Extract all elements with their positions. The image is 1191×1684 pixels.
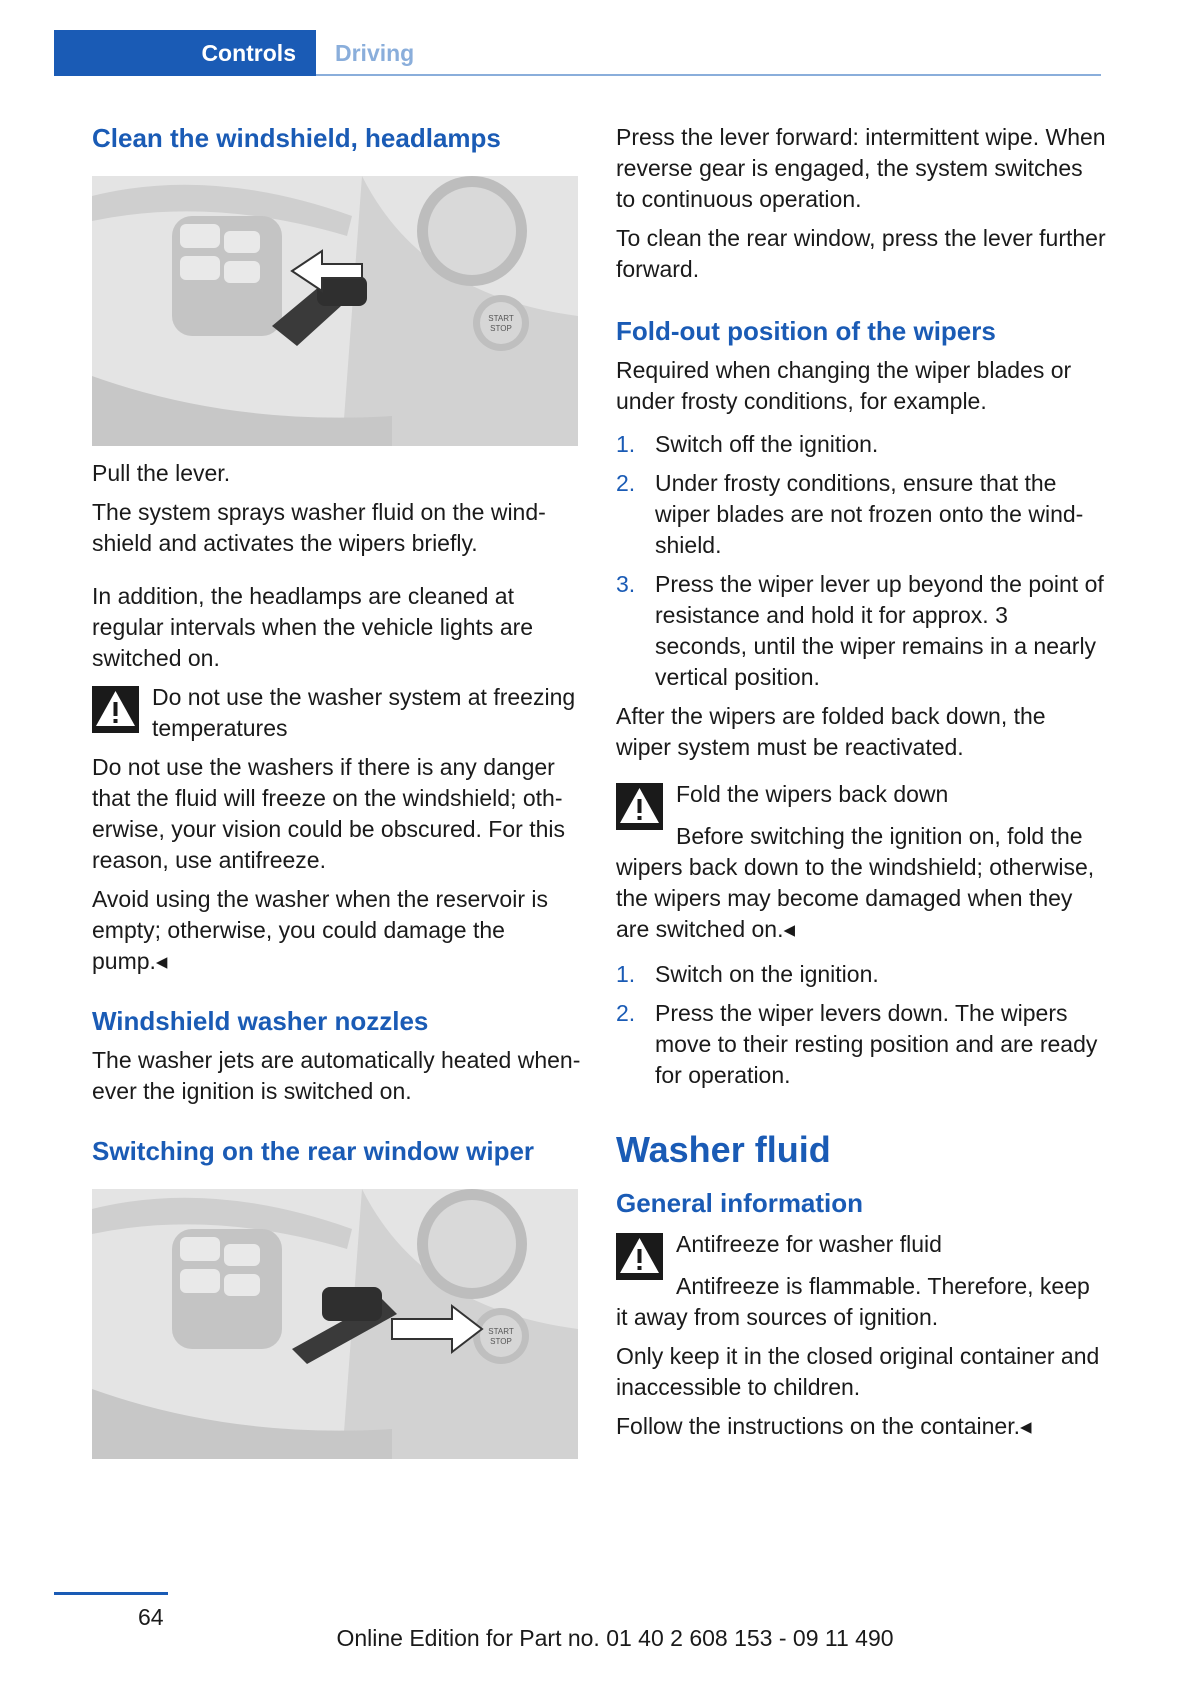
text-pull-lever: Pull the lever. [92,460,231,486]
text-headlamps-cleaned: In addition, the headlamps are cleaned at regular intervals when the vehicle lights are switched on. [92,583,534,671]
warning-fold-back [616,779,1106,833]
heading-rear-wiper: Switching on the rear window wiper [92,1136,535,1166]
left-column [92,122,582,1471]
text-sprays-fluid: The system sprays washer fluid on the wind-shield and activates the wipers briefly. [92,499,546,556]
step-number: 1. [616,431,636,457]
text-required-changing-blades: Required when changing the wiper blades or under frosty conditions, for example. [616,357,1072,414]
text-follow-instructions: Follow the instructions on the container.◂ [616,1413,1032,1439]
step-text: Under frosty conditions, ensure that the wiper blades are not frozen onto the wind-shield. [655,470,1084,558]
list-item [616,429,1106,460]
page-number: 64 [138,1604,164,1630]
step-number: 1. [616,961,636,987]
text-reservoir-empty: Avoid using the washer when the reservoir is empty; otherwise, you could damage the pump.◂ [92,886,548,974]
tab-controls[interactable]: Controls [54,30,316,76]
step-text: Switch off the ignition. [655,431,879,457]
step-text: Switch on the ignition. [655,961,879,987]
right-column [616,122,1106,1450]
steps-reactivate [616,959,1106,1091]
warning-freezing [92,682,582,744]
warning-icon [616,1233,663,1280]
figure-steering-lever-pull [92,176,578,446]
heading-fold-out-position: Fold-out position of the wipers [616,316,996,346]
list-item [616,468,1106,561]
step-number: 2. [616,1000,636,1026]
text-keep-closed-container: Only keep it in the closed original container and inaccessible to children. [616,1343,1100,1400]
stop-label: STOP [490,324,512,333]
list-item [616,959,1106,990]
warning-antifreeze-body: Antifreeze is flammable. Therefore, keep it away from sources of ignition. [616,1273,1090,1330]
heading-clean-windshield: Clean the windshield, headlamps [92,123,501,153]
step-text: Press the wiper levers down. The wipers move to their resting position and are ready for operation. [655,1000,1098,1088]
warning-icon [616,783,663,830]
start-label: START [488,1327,514,1336]
step-text: Press the wiper lever up beyond the point of resistance and hold it for approx. 3 seconds, until the wiper remains in a nearly vertical position. [655,571,1104,690]
heading-washer-nozzles: Windshield washer nozzles [92,1006,429,1036]
heading-washer-fluid: Washer fluid [616,1129,831,1170]
text-jets-heated: The washer jets are automatically heated when-ever the ignition is switched on. [92,1047,581,1104]
footer-edition: Online Edition for Part no. 01 40 2 608 153 - 09 11 490 [336,1625,894,1651]
start-label: START [488,314,514,323]
step-number: 3. [616,571,636,597]
text-wipers-reactivated: After the wipers are folded back down, the wiper system must be reactivated. [616,703,1046,760]
warning-fold-back-body: Before switching the ignition on, fold the wipers back down to the windshield; otherwise, the wipers may become damaged when they are switched on.◂ [616,823,1095,942]
warning-fold-back-title: Fold the wipers back down [676,781,949,807]
figure-steering-lever-forward [92,1189,578,1459]
footer-rule [54,1592,168,1595]
text-clean-rear-window: To clean the rear window, press the lever further forward. [616,225,1106,282]
steps-fold-out [616,429,1106,693]
warning-antifreeze [616,1229,1106,1283]
warning-antifreeze-title: Antifreeze for washer fluid [676,1231,942,1257]
text-press-lever-forward: Press the lever forward: intermittent wipe. When reverse gear is engaged, the system switches to continuous operation. [616,124,1106,212]
stop-label: STOP [490,1337,512,1346]
step-number: 2. [616,470,636,496]
tab-driving[interactable]: Driving [335,40,415,66]
heading-general-information: General information [616,1188,864,1218]
header-rule [316,74,1101,76]
warning-icon [92,686,139,733]
list-item [616,569,1106,693]
list-item [616,998,1106,1091]
text-danger-freeze: Do not use the washers if there is any danger that the fluid will freeze on the windshield; oth-erwise, your vision could be obscured. For this reason, use antifreeze. [92,754,565,873]
warning-freezing-title: Do not use the washer system at freezing temperatures [152,684,576,741]
